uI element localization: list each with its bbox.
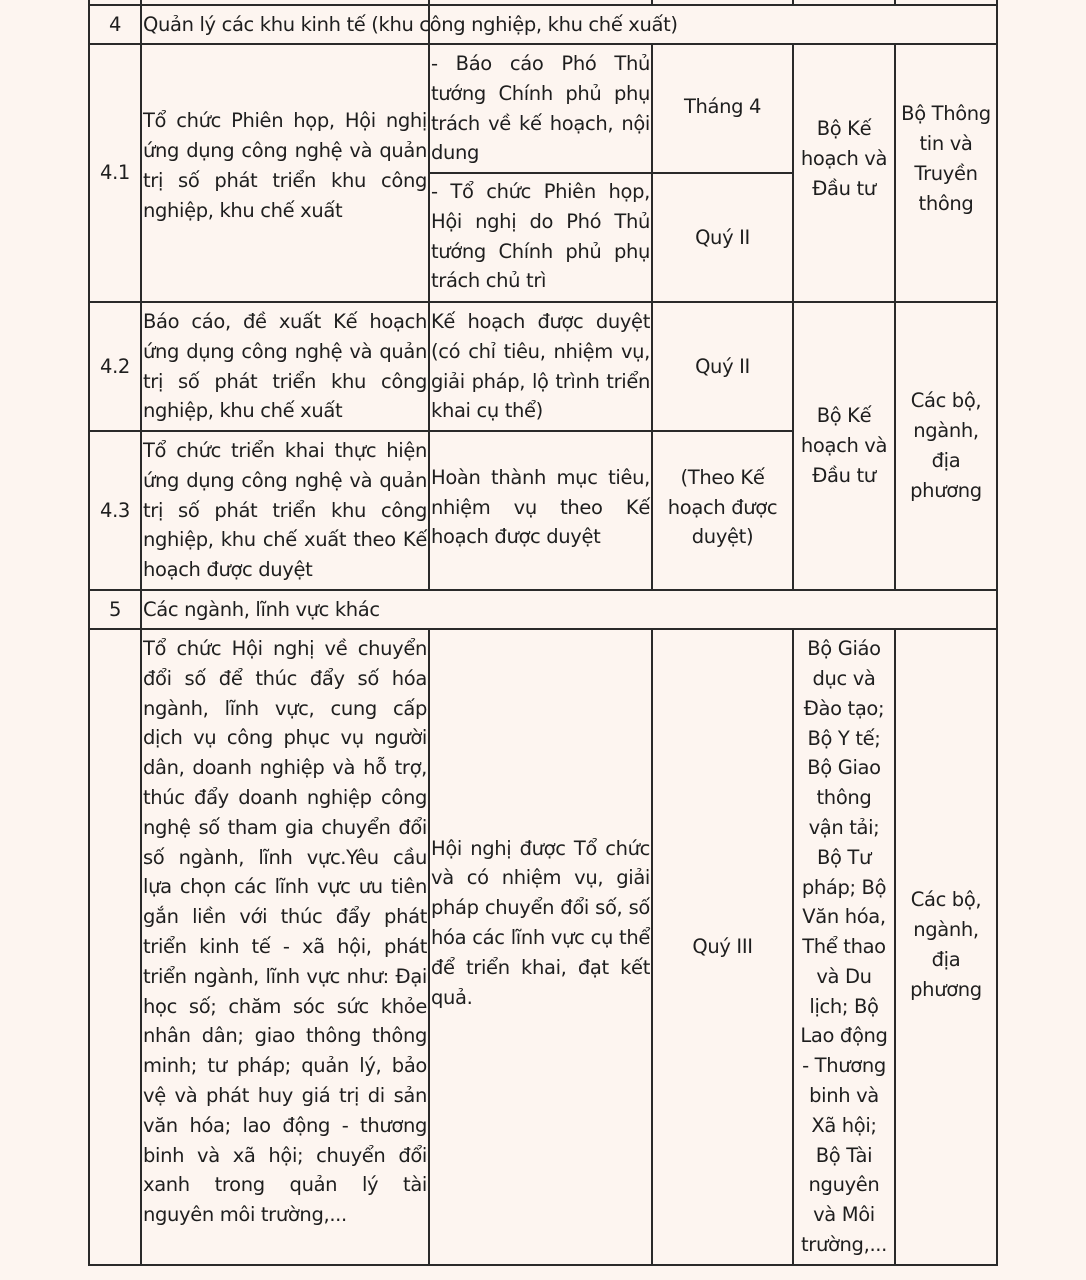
column-border (428, 43, 430, 590)
column-border (996, 0, 998, 1266)
section-number: 5 (108, 597, 122, 621)
output-cell (431, 432, 650, 589)
row-number: 4.1 (100, 161, 130, 185)
task-cell: Báo cáo, đề xuất Kế hoạch ứng dụng công nghệ và quản trị số phát triển khu công nghiệp, khu chế xuất (143, 310, 427, 423)
column-border (140, 0, 142, 1266)
task-cell: Tổ chức triển khai thực hiện ứng dụng công nghệ và quản trị số phát triển khu công nghiệp, khu chế xuất theo Kế hoạch được duyệt (143, 439, 427, 582)
section-number: 4 (108, 12, 122, 36)
coordinating-agency-cell: Bộ Thông tin và Truyền thông (901, 102, 991, 215)
coordinating-agency-cell: Các bộ, ngành, địa phương (910, 389, 982, 502)
row-number (90, 630, 140, 1264)
task-cell: Tổ chức Hội nghị về chuyển đổi số để thúc đẩy số hóa ngành, lĩnh vực, cung cấp dịch vụ công phục vụ người dân, doanh nghiệp và hỗ trợ, thúc đẩy doanh nghiệp công nghệ số tham gia chuyển đổi số ngành, lĩnh vực.Yêu cầu lựa chọn các lĩnh vực ưu tiên gắn liền với thúc đẩy phát triển kinh tế - xã hội, phát triển ngành, lĩnh vực như: Đại học số; chăm sóc sức khỏe nhân dân; giao thông thông minh; tư pháp; quản lý, bảo vệ và phát huy giá trị di sản văn hóa; lao động - thương binh và xã hội; chuyển đổi xanh trong quản lý tài nguyên môi trường,... (143, 637, 427, 1227)
time-cell: Quý III (692, 934, 753, 958)
section-title (143, 591, 993, 628)
column-border (428, 628, 430, 1266)
output-cell (431, 630, 650, 1264)
time-cell: Tháng 4 (683, 95, 762, 119)
task-text: Tổ chức Phiên họp, Hội nghị ứng dụng công nghệ và quản trị số phát triển khu công nghiệp, khu chế xuất (143, 109, 427, 222)
column-border (792, 0, 794, 5)
plan-table (88, 0, 998, 1266)
column-border (651, 0, 653, 5)
row-number: 4.3 (100, 498, 130, 522)
output-cell: Kế hoạch được duyệt (có chỉ tiêu, nhiệm vụ, giải pháp, lộ trình triển khai cụ thể) (431, 310, 650, 423)
lead-agency-cell: Bộ Kế hoạch và Đầu tư (800, 404, 888, 487)
output-text: Hội nghị được Tổ chức và có nhiệm vụ, giải pháp chuyển đổi số, số hóa các lĩnh vực cụ thể để triển khai, đạt kết quả. (431, 836, 650, 1009)
time-cell: Quý II (695, 354, 750, 378)
output-cell: - Tổ chức Phiên họp, Hội nghị do Phó Thủ tướng Chính phủ phụ trách chủ trì (431, 180, 650, 293)
lead-agency-cell: Bộ Kế hoạch và Đầu tư (800, 117, 888, 200)
time-cell: Quý II (695, 225, 750, 249)
section-title-text: Các ngành, lĩnh vực khác (143, 597, 380, 621)
time-cell: (Theo Kế hoạch được duyệt) (667, 465, 778, 549)
row-number: 4.2 (100, 354, 130, 378)
coordinating-agency-cell: Các bộ, ngành, địa phương (910, 888, 982, 1001)
output-cell: - Báo cáo Phó Thủ tướng Chính phủ phụ trách về kế hoạch, nội dung (431, 52, 650, 165)
column-border (894, 0, 896, 5)
section-title (143, 6, 993, 43)
task-cell (143, 45, 427, 301)
output-text: Hoàn thành mục tiêu, nhiệm vụ theo Kế hoạch được duyệt (431, 465, 650, 549)
section-title-text: Quản lý các khu kinh tế (khu công nghiệp, khu chế xuất) (143, 12, 678, 36)
row-border (88, 1264, 998, 1266)
lead-agency-cell: Bộ Giáo dục và Đào tạo; Bộ Y tế; Bộ Giao thông vận tải; Bộ Tư pháp; Bộ Văn hóa, Thể thao và Du lịch; Bộ Lao động - Thương binh và Xã hội; Bộ Tài nguyên và Môi trường,... (800, 637, 888, 1257)
